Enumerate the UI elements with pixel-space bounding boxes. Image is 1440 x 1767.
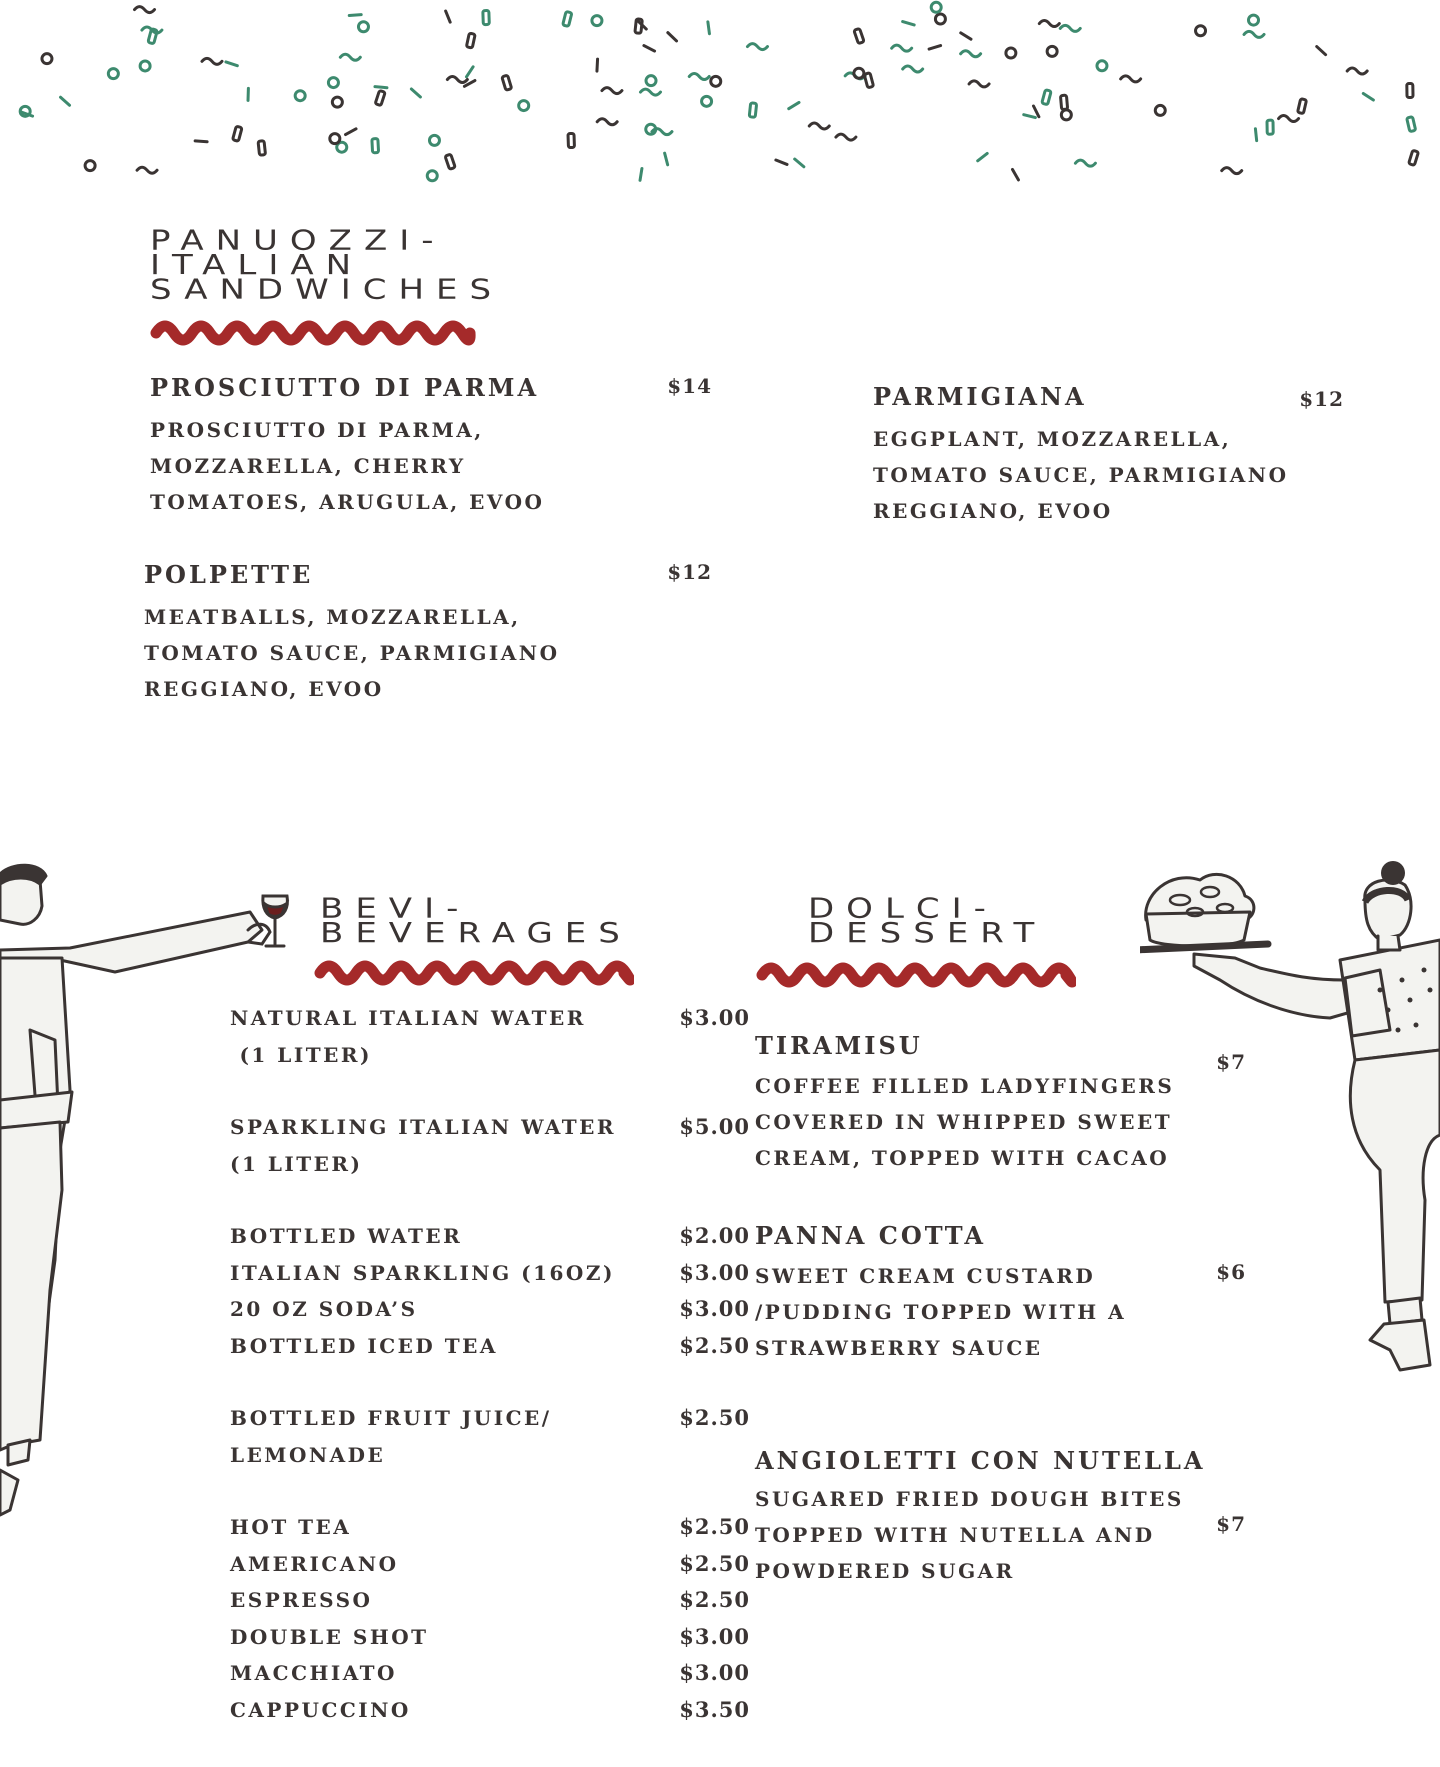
confetti-piece (665, 153, 668, 165)
confetti-piece (935, 14, 945, 24)
confetti-piece (969, 81, 989, 87)
beverage-row: MACCHIATO $3.00 (230, 1660, 750, 1685)
confetti-piece (349, 15, 361, 16)
confetti-piece (1039, 21, 1059, 27)
confetti-piece (809, 123, 829, 129)
beverage-list (230, 1000, 750, 1728)
item-name: ANGIOLETTI CON NUTELLA (755, 1446, 1206, 1475)
item-name: PARMIGIANA (873, 382, 1087, 411)
confetti-piece (1317, 47, 1326, 55)
confetti-decoration (0, 0, 1440, 200)
confetti-piece (1155, 105, 1165, 115)
confetti-piece (427, 171, 437, 181)
item-desc-line: SUGARED FRIED DOUGH BITES (755, 1487, 1184, 1511)
beverage-row: SPARKLING ITALIAN WATER $5.00 (230, 1114, 750, 1139)
waiter-with-dish-illustration (1140, 840, 1440, 1380)
confetti-piece (466, 33, 475, 48)
confetti-piece (519, 101, 529, 111)
confetti-piece (978, 153, 987, 160)
item-name: TIRAMISU (755, 1031, 923, 1060)
confetti-piece (1407, 83, 1413, 97)
beverage-row: ESPRESSO $2.50 (230, 1587, 750, 1612)
confetti-piece (61, 97, 70, 105)
item-desc-line: /PUDDING TOPPED WITH A (755, 1300, 1127, 1324)
confetti-piece (568, 133, 574, 147)
beverages-wavy-underline (314, 956, 634, 990)
beverage-group (230, 1109, 750, 1182)
menu-item-parmigiana (873, 382, 1289, 529)
confetti-piece (668, 33, 677, 41)
confetti-piece (1097, 61, 1107, 71)
item-desc-line: MOZZARELLA, CHERRY (150, 454, 466, 478)
beverage-group (230, 1218, 750, 1364)
confetti-piece (108, 69, 118, 79)
confetti-piece (1267, 120, 1273, 134)
dessert-section-title: DOLCI- DESSERT (808, 891, 1047, 950)
beverage-row: LEMONADE (230, 1442, 386, 1467)
beverage-group (230, 1000, 750, 1073)
item-price: $12 (1299, 387, 1344, 411)
confetti-piece (903, 22, 915, 25)
confetti-piece (1298, 99, 1307, 114)
beverage-row: (1 LITER) (230, 1151, 363, 1176)
confetti-piece (466, 67, 473, 77)
confetti-piece (328, 78, 338, 88)
confetti-piece (195, 141, 207, 142)
confetti-piece (1060, 95, 1067, 109)
confetti-piece (689, 73, 709, 79)
item-price: $14 (667, 374, 712, 398)
item-name: POLPETTE (144, 560, 314, 589)
sandwiches-wavy-underline (150, 316, 480, 350)
item-desc-line: CREAM, TOPPED WITH CACAO (755, 1146, 1170, 1170)
confetti-piece (776, 160, 787, 164)
confetti-piece (903, 66, 923, 72)
confetti-piece (711, 76, 721, 86)
confetti-piece (836, 134, 856, 140)
confetti-piece (233, 126, 242, 141)
dessert-wavy-underline (756, 958, 1076, 992)
beverage-row: BOTTLED FRUIT JUICE/ $2.50 (230, 1405, 750, 1430)
confetti-piece (295, 91, 305, 101)
confetti-piece (854, 68, 864, 78)
confetti-piece (372, 139, 379, 153)
menu-item-prosciutto (150, 373, 544, 520)
confetti-piece (1075, 160, 1095, 166)
confetti-piece (202, 58, 222, 64)
confetti-piece (640, 89, 660, 95)
confetti-piece (597, 119, 617, 125)
item-desc-line: TOMATO SAUCE, PARMIGIANO (873, 463, 1289, 487)
beverage-row: HOT TEA $2.50 (230, 1514, 750, 1539)
confetti-piece (929, 46, 940, 49)
item-price: $7 (1216, 1050, 1246, 1074)
confetti-piece (892, 45, 912, 51)
menu-item-panna-cotta (755, 1221, 1126, 1366)
confetti-piece (502, 75, 512, 90)
confetti-piece (789, 102, 799, 108)
item-desc-line: STRAWBERRY SAUCE (755, 1336, 1043, 1360)
beverage-row: CAPPUCCINO $3.50 (230, 1696, 750, 1722)
confetti-piece (597, 59, 598, 71)
item-desc-line: REGGIANO, EVOO (873, 499, 1113, 523)
confetti-piece (258, 141, 265, 156)
confetti-piece (1244, 31, 1264, 37)
item-desc-line: REGGIANO, EVOO (144, 677, 384, 701)
menu-item-tiramisu (755, 1031, 1174, 1176)
confetti-piece (332, 97, 342, 107)
confetti-piece (1249, 15, 1259, 25)
confetti-piece (1006, 48, 1016, 58)
item-desc-line: PROSCIUTTO DI PARMA, (150, 418, 484, 442)
item-desc-line: COFFEE FILLED LADYFINGERS (755, 1074, 1175, 1098)
confetti-piece (1255, 129, 1256, 141)
confetti-piece (563, 11, 572, 26)
confetti-piece (795, 159, 804, 167)
confetti-piece (137, 167, 157, 173)
beverage-row: BOTTLED ICED TEA $2.50 (230, 1332, 750, 1358)
item-desc-line: POWDERED SUGAR (755, 1559, 1015, 1583)
confetti-piece (640, 168, 642, 180)
item-desc-line: TOMATO SAUCE, PARMIGIANO (144, 641, 560, 665)
beverage-row: BOTTLED WATER $2.00 (230, 1223, 750, 1248)
confetti-piece (85, 161, 95, 171)
confetti-piece (1024, 115, 1036, 118)
item-price: $7 (1216, 1512, 1246, 1536)
confetti-piece (1279, 116, 1299, 122)
confetti-piece (864, 73, 873, 88)
item-desc-line: MEATBALLS, MOZZARELLA, (144, 605, 521, 629)
confetti-piece (1013, 169, 1019, 179)
item-desc-line: SWEET CREAM CUSTARD (755, 1264, 1096, 1288)
confetti-piece (226, 62, 237, 66)
confetti-piece (1121, 76, 1141, 82)
item-price: $6 (1216, 1260, 1246, 1284)
confetti-piece (646, 124, 656, 134)
confetti-piece (358, 22, 368, 32)
beverage-row: DOUBLE SHOT $3.00 (230, 1623, 750, 1649)
confetti-piece (375, 87, 387, 88)
confetti-piece (340, 54, 360, 60)
confetti-piece (749, 103, 756, 118)
confetti-piece (330, 134, 340, 144)
beverage-row: 20 OZ SODA’S $3.00 (230, 1296, 750, 1321)
confetti-piece (592, 16, 602, 26)
confetti-piece (747, 44, 767, 50)
confetti-piece (708, 22, 710, 34)
beverage-group (230, 1400, 750, 1473)
confetti-piece (445, 154, 455, 169)
confetti-piece (42, 54, 52, 64)
confetti-piece (1047, 46, 1057, 56)
confetti-piece (375, 90, 385, 105)
confetti-piece (1061, 110, 1071, 120)
confetti-piece (483, 10, 489, 24)
item-desc-line: COVERED IN WHIPPED SWEET (755, 1110, 1173, 1134)
confetti-piece (702, 96, 712, 106)
confetti-piece (429, 135, 439, 145)
confetti-piece (1407, 117, 1416, 132)
confetti-piece (411, 89, 420, 97)
confetti-piece (446, 11, 451, 22)
menu-item-polpette (144, 560, 560, 707)
beverage-row: NATURAL ITALIAN WATER $3.00 (230, 1005, 750, 1030)
confetti-piece (135, 7, 155, 13)
beverage-group (230, 1509, 750, 1728)
confetti-piece (1042, 90, 1051, 105)
item-price: $12 (667, 560, 712, 584)
confetti-piece (1196, 26, 1206, 36)
sandwiches-section-title: PANUOZZI- ITALIAN SANDWICHES (150, 223, 504, 306)
confetti-piece (602, 88, 622, 94)
item-name: PROSCIUTTO DI PARMA (150, 373, 540, 402)
confetti-piece (646, 76, 656, 86)
confetti-piece (346, 129, 357, 135)
item-desc-line: TOPPED WITH NUTELLA AND (755, 1523, 1155, 1547)
item-name: PANNA COTTA (755, 1221, 986, 1250)
confetti-piece (931, 2, 941, 12)
confetti-piece (1347, 68, 1367, 74)
beverage-row: (1 LITER) (230, 1042, 372, 1067)
confetti-piece (644, 46, 655, 52)
confetti-piece (1363, 93, 1373, 100)
confetti-piece (140, 61, 150, 71)
confetti-piece (447, 77, 467, 83)
confetti-piece (1060, 25, 1080, 31)
confetti-piece (20, 106, 30, 116)
confetti-piece (854, 28, 864, 43)
beverage-row: ITALIAN SPARKLING (16OZ) $3.00 (230, 1259, 750, 1285)
confetti-piece (1409, 150, 1419, 165)
confetti-piece (1222, 168, 1242, 174)
confetti-piece (1034, 106, 1039, 117)
beverages-section-title: BEVI- BEVERAGES (320, 891, 632, 950)
item-desc-line: TOMATOES, ARUGULA, EVOO (150, 490, 545, 514)
confetti-piece (961, 33, 971, 39)
confetti-piece (961, 51, 981, 57)
beverage-row: AMERICANO $2.50 (230, 1550, 750, 1576)
menu-item-angioletti (755, 1446, 1206, 1589)
item-desc-line: EGGPLANT, MOZZARELLA, (873, 427, 1232, 451)
